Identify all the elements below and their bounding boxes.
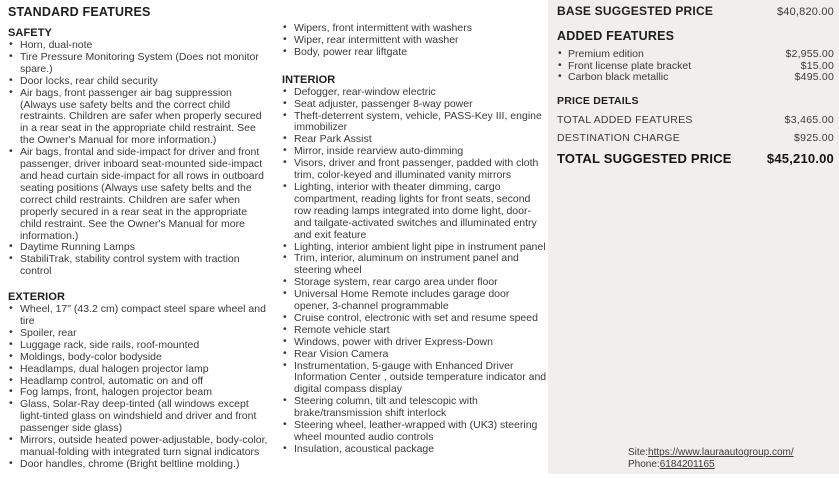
safety-heading: SAFETY (8, 27, 52, 39)
site-link[interactable]: https://www.lauraautogroup.com/ (648, 447, 794, 458)
total-price-row (557, 152, 834, 166)
feature-text: Theft-deterrent system, vehicle, PASS-Key III, engine immobilizer (294, 109, 542, 134)
phone-link[interactable]: 6184201165 (659, 458, 715, 470)
phone-label: Phone: (628, 458, 660, 470)
features-column-left (8, 5, 269, 471)
exterior-continued-feature-list (282, 23, 547, 59)
exterior-heading: EXTERIOR (8, 291, 66, 304)
feature-text: Steering wheel, leather-wrapped with (UK3) steering wheel mounted audio controls (294, 419, 538, 443)
base-price-label: BASE SUGGESTED PRICE (557, 4, 714, 18)
feature-text: Defogger, rear-window electric (294, 85, 436, 98)
feature-text: Instrumentation, 5-gauge with Enhanced Driver Information Center , outside temperature indicator and digital compass display (294, 359, 547, 396)
interior-section (282, 74, 547, 456)
price-panel (548, 0, 839, 474)
base-price-value: $40,820.00 (776, 6, 834, 18)
feature-text: Universal Home Remote includes garage door opener, 3-channel programmable (294, 288, 510, 313)
added-feature-row (557, 72, 834, 84)
feature-item (282, 361, 547, 397)
interior-feature-list (282, 87, 547, 456)
feature-text: Insulation, acoustical package (294, 442, 435, 455)
feature-item (282, 444, 547, 456)
price-detail-value: $3,465.00 (784, 113, 834, 126)
feature-text: Storage system, rear cargo area under floor (294, 276, 498, 289)
feature-item (8, 459, 269, 471)
feature-text: Lighting, interior ambient light pipe in instrument panel (294, 240, 546, 253)
feature-text: Trim, interior, aluminum on instrument panel and steering wheel (294, 252, 519, 277)
feature-text: Wipers, front intermittent with washers (294, 22, 472, 34)
interior-heading: INTERIOR (282, 73, 336, 86)
feature-item (8, 88, 269, 148)
added-feature-label: • Carbon black metallic (557, 72, 668, 84)
added-features-list (557, 49, 834, 84)
feature-text: Visors, driver and front passenger, padded with cloth trim, color-keyed and illuminated vanity mirrors (294, 157, 539, 182)
safety-feature-list (8, 40, 269, 278)
exterior-feature-list (8, 304, 269, 471)
feature-item (8, 399, 269, 435)
feature-item (282, 253, 547, 277)
feature-text: Fog lamps, front, halogen projector beam (20, 386, 213, 399)
standard-features-title: STANDARD FEATURES (8, 5, 151, 19)
feature-text: Daytime Running Lamps (20, 241, 135, 254)
total-price-label: TOTAL SUGGESTED PRICE (557, 150, 732, 166)
added-feature-label: • Front license plate bracket (557, 61, 691, 73)
price-details-heading: PRICE DETAILS (557, 94, 639, 107)
feature-item (282, 158, 547, 182)
feature-item (282, 47, 547, 59)
features-column-middle (282, 23, 547, 456)
feature-text: Steering column, tilt and telescopic with brake/transmission shift interlock (294, 395, 478, 420)
feature-text: Remote vehicle start (294, 323, 390, 336)
feature-text: Tire Pressure Monitoring System (Does not monitor spare.) (20, 50, 259, 75)
price-detail-value: $925.00 (793, 132, 834, 145)
feature-item (8, 52, 269, 76)
feature-text: Air bags, front passenger air bag suppression (Always use safety belts and the correct child restraints. Children are safer when properly secured in a rear seat in the appropriate child restraint. See the Owner's Manual for more information.) (20, 86, 262, 147)
feature-text: Door handles, chrome (Bright beltline molding.) (20, 457, 240, 470)
feature-text: Luggage rack, side rails, roof-mounted (20, 338, 200, 351)
feature-item (282, 182, 547, 242)
feature-text: Glass, Solar-Ray deep-tinted (all windows except light-tinted glass on windshield and driver and front passenger side glass) (20, 398, 257, 435)
feature-text: Rear Park Assist (294, 133, 372, 146)
feature-text: Rear Vision Camera (294, 347, 389, 360)
added-feature-price: $495.00 (794, 71, 834, 84)
feature-text: Wiper, rear intermittent with washer (294, 33, 459, 46)
added-feature-label: • Premium edition (557, 49, 644, 61)
feature-text: Lighting, interior with theater dimming, cargo compartment, reading lights for front seats, second row reading lamps integrated into dome light, door- and tailgate-activated switches and illuminated entry and exit feature (294, 180, 537, 241)
added-features-heading: ADDED FEATURES (557, 28, 675, 43)
total-price-value: $45,210.00 (766, 150, 834, 166)
exterior-section (8, 291, 269, 471)
feature-text: Cruise control, electronic with set and resume speed (294, 311, 538, 324)
feature-item (282, 420, 547, 444)
feature-item (282, 396, 547, 420)
feature-text: Door locks, rear child security (20, 74, 158, 87)
site-line (628, 447, 794, 459)
site-label: Site: (628, 447, 649, 458)
feature-text: Headlamp control, automatic on and off (20, 374, 204, 387)
price-detail-label: TOTAL ADDED FEATURES (557, 113, 693, 126)
phone-line (628, 459, 794, 471)
price-detail-label: DESTINATION CHARGE (557, 132, 681, 145)
feature-text: Mirrors, outside heated power-adjustable, body-color, manual-folding with integrated turn signal indicators (20, 434, 268, 458)
feature-item (282, 289, 547, 313)
feature-item (8, 147, 269, 242)
feature-text: Headlamps, dual halogen projector lamp (20, 362, 209, 375)
price-detail-row (557, 133, 834, 144)
feature-item (8, 304, 269, 328)
safety-section (8, 27, 269, 278)
feature-text: Body, power rear liftgate (294, 45, 408, 58)
feature-text: Spoiler, rear (20, 326, 77, 339)
price-detail-row (557, 115, 834, 126)
feature-item (8, 254, 269, 278)
base-price-row (557, 6, 834, 19)
feature-text: StabiliTrak, stability control system with traction control (20, 253, 240, 278)
feature-item (8, 435, 269, 459)
added-feature-row (557, 49, 834, 61)
feature-text: Mirror, inside rearview auto-dimming (294, 145, 464, 158)
added-feature-price: $2,955.00 (785, 47, 834, 60)
feature-text: Horn, dual-note (20, 39, 93, 51)
dealer-contact-footer (628, 447, 794, 470)
feature-text: Seat adjuster, passenger 8-way power (294, 97, 473, 110)
feature-text: Moldings, body-color bodyside (20, 350, 162, 363)
feature-text: Wheel, 17" (43.2 cm) compact steel spare wheel and tire (20, 303, 266, 328)
added-feature-price: $15.00 (800, 59, 834, 72)
price-details-list (557, 115, 834, 145)
feature-text: Air bags, frontal and side-impact for driver and front passenger, driver inboard seat-mounted side-impact and head curtain side-impact for all rows in outboard seating positions (Always use safety belts and the correct child restraints. Children are safer when properly secured in a rear seat in the appropriate child restraint. See the Owner's Manual for more information.) (20, 146, 264, 242)
feature-text: Windows, power with driver Express-Down (294, 335, 493, 348)
feature-item (282, 111, 547, 135)
